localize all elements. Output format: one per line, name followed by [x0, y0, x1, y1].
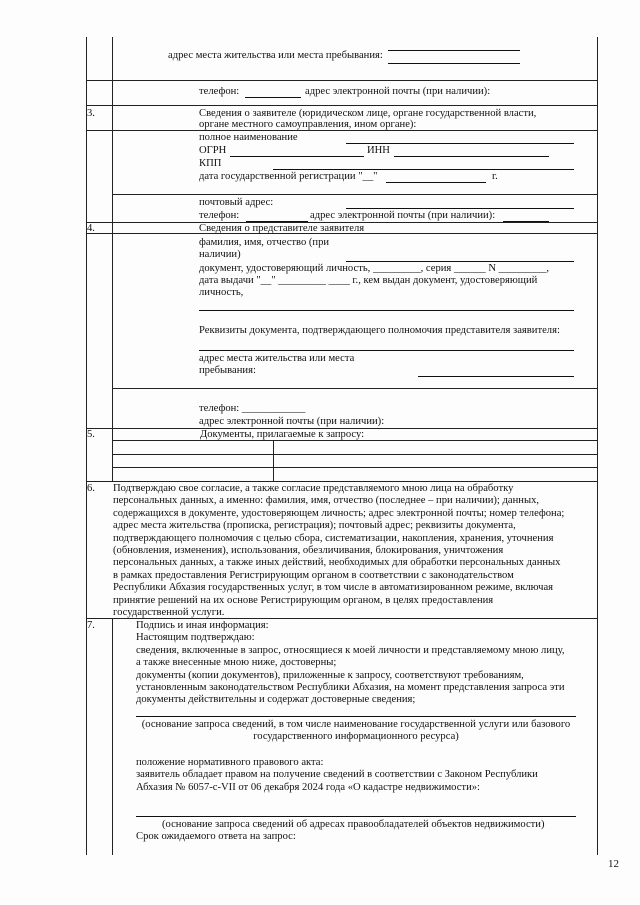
confirmation-line: а также внесенные мною ниже, достоверны;: [136, 657, 337, 669]
ogrn-label: ОГРН: [199, 145, 227, 156]
confirmation-line: документы действительны и содержат достоверные сведения;: [136, 694, 416, 706]
consent-line: персональных данных, а именно: фамилия, имя, отчество (последнее – при наличии); данных,: [113, 495, 540, 507]
table-right-border: [597, 37, 598, 855]
consent-line: персональных данных, а также иных действий, необходимых для обработки персональных данных: [113, 557, 561, 569]
consent-line: Республики Абхазия государственных услуг, в том числе в автоматизированном режиме, включая: [113, 582, 554, 594]
reg-date-input-line[interactable]: [386, 182, 486, 183]
issue-date-line[interactable]: дата выдачи "__" _________ ____ г., кем выдан документ, удостоверяющий: [199, 275, 538, 286]
rep-email-label: адрес электронной почты (при наличии):: [199, 416, 385, 427]
signature-info-paragraph: [136, 620, 565, 707]
table-inner-column-border: [112, 37, 113, 482]
consent-line: государственной услуги.: [113, 606, 225, 618]
consent-line: подтверждающего полномочия с целью сбора, систематизации, накопления, хранения, уточнения: [113, 532, 554, 544]
address-basis-caption: (основание запроса сведений об адресах правообладателей объектов недвижимости): [162, 819, 545, 830]
legal-act-line: заявитель обладает правом на получение сведений в соответствии с Законом Республики: [136, 769, 538, 781]
reg-date-label: дата государственной регистрации "__": [199, 171, 378, 182]
rep-residence-line-1: адрес места жительства или места: [199, 353, 355, 364]
signature-heading: Подпись и иная информация:: [136, 620, 269, 631]
row-divider: [86, 80, 597, 81]
section3-email-input-line[interactable]: [503, 221, 549, 222]
consent-paragraph: [113, 483, 564, 619]
row-divider: [112, 194, 597, 195]
section4-number: 4.: [87, 223, 95, 234]
section5-number: 5.: [87, 429, 95, 440]
legal-act-line: положение нормативного правового акта:: [136, 757, 324, 768]
consent-line: содержащихся в документе, удостоверяющем личность; адрес электронной почты; номер телефона;: [113, 507, 565, 519]
attachment-row[interactable]: [113, 468, 272, 480]
kpp-label: КПП: [199, 158, 222, 169]
attachment-row[interactable]: [113, 455, 272, 467]
row-divider: [86, 481, 597, 482]
confirmation-line: документы (копии документов), приложенные к запросу, соответствуют требованиям,: [136, 669, 524, 681]
response-term-label: Срок ожидаемого ответа на запрос:: [136, 831, 296, 842]
section3-number: 3.: [87, 108, 95, 119]
section7-number: 7.: [87, 620, 95, 631]
fio-label-line-2: наличии): [199, 249, 241, 260]
section3-email-label: адрес электронной почты (при наличии):: [310, 210, 496, 221]
rep-residence-line-2: пребывания:: [199, 365, 256, 376]
section3-title-line-2: органе местного самоуправления, ином органе):: [199, 119, 417, 130]
section3-phone-input-line[interactable]: [246, 221, 308, 222]
full-name-label: полное наименование: [199, 132, 298, 143]
inn-label: ИНН: [367, 145, 390, 156]
postal-label: почтовый адрес:: [199, 197, 274, 208]
full-name-input-line[interactable]: [346, 143, 574, 144]
caption-line: (основание запроса сведений, в том числе наименование государственной услуги или базового: [141, 719, 571, 730]
residence-input-line-2[interactable]: [388, 63, 520, 64]
ogrn-input-line[interactable]: [230, 156, 364, 157]
confirmation-line: сведения, включенные в запрос, относящиеся к моей личности и представляемому мною лицу,: [136, 644, 565, 656]
row-divider: [86, 105, 597, 106]
consent-line: адрес места жительства (прописка, регистрация); почтовый адрес; реквизиты документа,: [113, 520, 516, 532]
confirmation-line: Настоящим подтверждаю:: [136, 632, 255, 644]
rep-phone-label[interactable]: телефон: ____________: [199, 403, 306, 414]
authority-doc-input-line[interactable]: [199, 350, 574, 351]
page-number: 12: [608, 858, 619, 870]
inn-input-line[interactable]: [394, 156, 549, 157]
phone-label: телефон:: [199, 86, 240, 97]
fio-input-line[interactable]: [346, 261, 574, 262]
request-basis-caption: [136, 719, 576, 744]
caption-line: государственного информационного ресурса): [253, 731, 459, 743]
section6-number: 6.: [87, 483, 95, 494]
legal-act-paragraph: [136, 757, 538, 794]
postal-input-line[interactable]: [346, 208, 574, 209]
kpp-input-line[interactable]: [273, 169, 574, 170]
table-inner-column-border-lower: [112, 618, 113, 855]
attachments-column-border: [273, 440, 274, 481]
consent-line: принятие решений на их основе Регистрирующим органом, в целях предоставления: [113, 594, 494, 606]
consent-line: (обновления, изменения), использования, обезличивания, блокирования, уничтожения: [113, 544, 504, 556]
rep-residence-input-line[interactable]: [418, 376, 574, 377]
residence-label: адрес места жительства или места пребывания:: [168, 50, 383, 61]
issuer-input-line[interactable]: [199, 310, 574, 311]
consent-line: Подтверждаю свое согласие, а также согласие представляемого мною лица на обработку: [113, 483, 514, 494]
consent-line: в рамках предоставления Регистрирующим органом в соответствии с законодательством: [113, 569, 514, 581]
authority-doc-label: Реквизиты документа, подтверждающего полномочия представителя заявителя:: [199, 325, 560, 336]
id-document-line[interactable]: документ, удостоверяющий личность, _________, серия ______ N _________,: [199, 263, 549, 274]
section3-title-line-1: Сведения о заявителе (юридическом лице, органе государственной власти,: [199, 108, 537, 119]
fio-label-line-1: фамилия, имя, отчество (при: [199, 237, 330, 248]
attachment-row[interactable]: [113, 441, 272, 453]
reg-year-suffix: г.: [492, 171, 498, 182]
row-divider: [112, 388, 597, 389]
confirmation-line: установленным законодательством Республики Абхазия, на момент представления запроса эти: [136, 681, 565, 693]
section4-title: Сведения о представителе заявителя: [199, 223, 365, 234]
section5-title: Документы, прилагаемые к запросу:: [200, 429, 365, 440]
request-basis-input-line[interactable]: [136, 716, 576, 717]
email-label: адрес электронной почты (при наличии):: [305, 86, 491, 97]
identity-label: личность,: [199, 287, 244, 298]
legal-act-line: Абхазия № 6057-с-VII от 06 декабря 2024 года «О кадастре недвижимости»:: [136, 781, 480, 793]
section3-phone-label: телефон:: [199, 210, 240, 221]
residence-input-line-1[interactable]: [388, 50, 520, 51]
phone-input-line[interactable]: [245, 97, 301, 98]
address-basis-input-line[interactable]: [136, 816, 576, 817]
table-left-border: [86, 37, 87, 855]
